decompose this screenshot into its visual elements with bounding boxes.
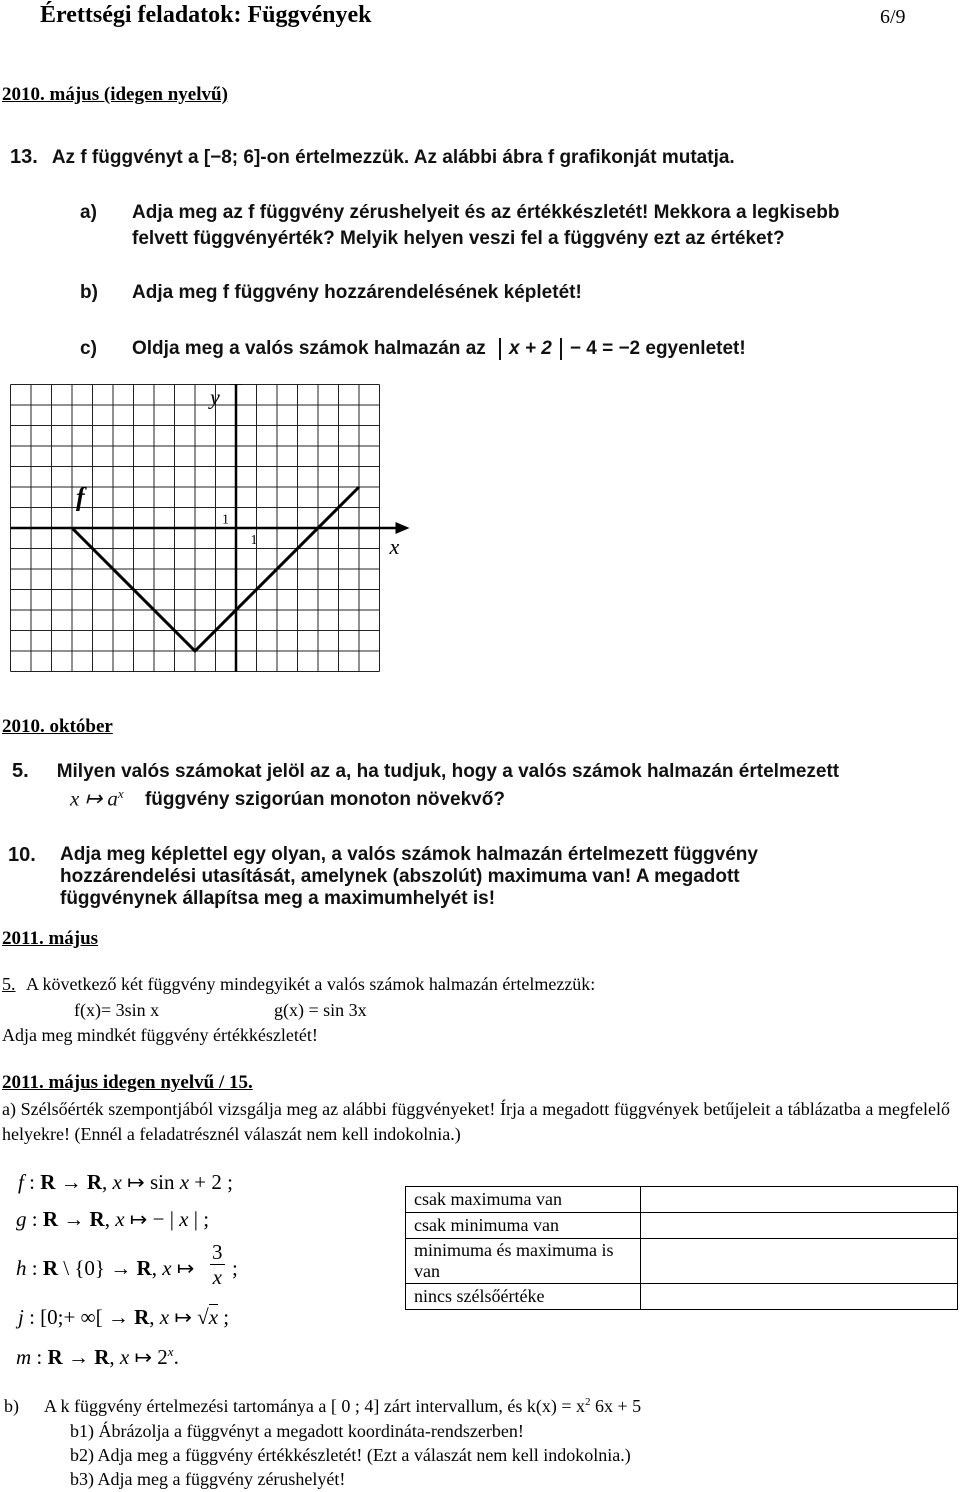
table-cell-label: minimuma és maximuma is van — [406, 1239, 641, 1284]
q13-intro-line — [10, 146, 735, 169]
section-oct-2010: 2010. október — [2, 716, 113, 737]
axes — [11, 384, 410, 672]
y-tick-label: 1 — [222, 512, 229, 528]
f-curve-label: f — [76, 482, 85, 512]
table-cell-answer[interactable] — [641, 1187, 958, 1213]
section-may-2011-foreign: 2011. május idegen nyelvű / 15. — [2, 1072, 253, 1093]
func-def-f: f : R → R, x ↦ sin x + 2 ; — [18, 1170, 233, 1194]
oct-q5-number: 5. — [12, 760, 29, 782]
x-axis-arrow — [396, 522, 410, 534]
function-graph — [0, 384, 430, 696]
oct-q10-line2: hozzárendelési utasítását, amelynek (abszolút) maximuma van! A megadott — [60, 866, 740, 887]
func-def-h-end: ; — [232, 1256, 238, 1280]
q13-a-line1 — [80, 202, 840, 224]
table-row — [406, 1187, 958, 1213]
q13-a-text1: Adja meg az f függvény zérushelyeit és az értékkészletét! Mekkora a legkisebb — [132, 202, 840, 223]
func-def-j: j : [0;+ ∞[ → R, x ↦ √x ; — [18, 1305, 230, 1329]
extremum-table — [405, 1186, 958, 1310]
foreign15-b3: b3) Adja meg a függvény zérushelyét! — [70, 1469, 346, 1489]
q13-c-text-post: − 4 = −2 egyenletet! — [569, 338, 746, 359]
foreign15-b1: b1) Ábrázolja a függvényt a megadott koordináta-rendszerben! — [70, 1421, 524, 1441]
may-q5-number: 5. — [2, 974, 16, 994]
table-cell-label: csak maximuma van — [406, 1187, 641, 1213]
q13-b-label: b) — [80, 282, 98, 303]
section-may-2010: 2010. május (idegen nyelvű) — [2, 84, 228, 105]
page-number: 6/9 — [880, 6, 906, 28]
foreign15-b-line — [4, 1396, 641, 1417]
table-cell-label: csak minimuma van — [406, 1213, 641, 1239]
q13-b-line — [80, 282, 582, 304]
table-row — [406, 1239, 958, 1284]
func-def-m: m : R → R, x ↦ 2$^x$. — [16, 1344, 179, 1369]
table-cell-answer[interactable] — [641, 1239, 958, 1284]
may-q5-g: g(x) = sin 3x — [274, 1000, 367, 1020]
y-axis-arrow — [230, 384, 242, 385]
q13-b-text: Adja meg f függvény hozzárendelésének képletét! — [132, 282, 582, 303]
table-row — [406, 1213, 958, 1239]
section-may-2011: 2011. május — [2, 928, 99, 949]
table-row — [406, 1284, 958, 1310]
may-q5-line3: Adja meg mindkét függvény értékkészletét! — [2, 1025, 318, 1045]
oct-q10-line3: függvénynek állapítsa meg a maximumhelyét is! — [60, 888, 496, 909]
func-def-h: h : R \ {0} → R, x ↦ — [16, 1256, 195, 1280]
y-axis-label: y — [210, 384, 220, 410]
foreign15-b-exponent: 2 — [584, 1396, 591, 1408]
oct-q5-line1 — [12, 760, 839, 783]
q13-c-text-pre: Oldja meg a valós számok halmazán az — [132, 338, 486, 359]
oct-q10-line1: Adja meg képlettel egy olyan, a valós számok halmazán értelmezett függvény — [60, 844, 758, 865]
oct-q5-text2: függvény szigorúan monoton növekvő? — [144, 789, 505, 811]
oct-q10 — [8, 844, 874, 910]
foreign15-b2: b2) Adja meg a függvény értékkészletét! (Ezt a válaszát nem kell indokolnia.) — [70, 1445, 631, 1465]
page-title: Érettségi feladatok: Függvények — [40, 2, 372, 28]
q13-intro: Az f függvényt a [−8; 6]-on értelmezzük. Az alábbi ábra f grafikonját mutatja. — [51, 147, 735, 168]
oct-q5-exponent: x — [117, 786, 124, 801]
q13-a-line2: felvett függvényérték? Melyik helyen veszi fel a függvény ezt az értéket? — [132, 228, 785, 249]
oct-q5-formula: x ↦ a — [70, 786, 118, 811]
func-def-h-fraction: 3 x — [212, 1240, 223, 1289]
table-cell-answer[interactable] — [641, 1213, 958, 1239]
q13-c-label: c) — [80, 338, 97, 359]
q13-number: 13. — [10, 146, 38, 168]
foreign15-b-label: b) — [4, 1396, 19, 1416]
may-q5-f: f(x)= 3sin x — [74, 1000, 160, 1020]
oct-q5-text1: Milyen valós számokat jelöl az a, ha tudjuk, hogy a valós számok halmazán értelmezett — [56, 761, 840, 782]
oct-q5-line2 — [70, 786, 505, 811]
oct-q10-number: 10. — [8, 844, 36, 866]
q13-a-label: a) — [80, 202, 97, 223]
foreign15-b-text: A k függvény értelmezési tartománya a [ 0 ; 4] zárt intervallum, és k(x) = x — [44, 1396, 585, 1416]
q13-c-line — [80, 338, 746, 360]
x-tick-label: 1 — [250, 533, 258, 548]
table-cell-answer[interactable] — [641, 1284, 958, 1310]
may-q5-line1 — [2, 974, 595, 995]
func-def-g: g : R → R, x ↦ − | x | ; — [16, 1207, 210, 1231]
foreign15-b-text-post: 6x + 5 — [590, 1396, 642, 1416]
may-q5-text1: A következő két függvény mindegyikét a valós számok halmazán értelmezzük: — [26, 974, 596, 994]
q13-c-abs: x + 2 — [499, 338, 562, 360]
x-axis-label: x — [389, 534, 400, 559]
table-cell-label: nincs szélsőértéke — [406, 1284, 641, 1310]
foreign15-a-text: a) Szélsőérték szempontjából vizsgálja meg az alábbi függvényeket! Írja a megadott függvények betűjeleit a táblázatba a megfelelő helyekre! (Ennél a feladatrésznél válaszát nem kell indokolnia.) — [2, 1099, 950, 1144]
